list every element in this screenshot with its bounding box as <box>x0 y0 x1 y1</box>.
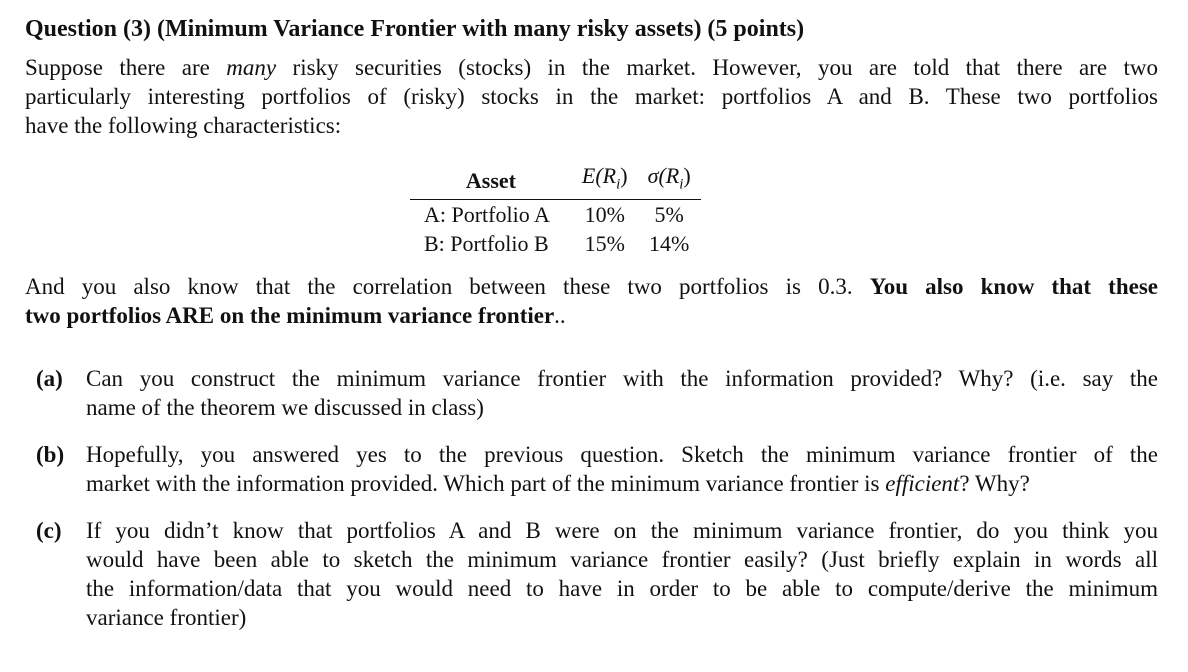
header-subscript: i <box>616 176 621 193</box>
intro-emphasis: many <box>226 55 277 80</box>
part-label: (b) <box>36 442 65 467</box>
part-text: market with the information provided. Which part of the minimum variance frontier is <box>86 471 886 496</box>
header-text: ) <box>683 163 691 188</box>
followup-paragraph <box>25 272 1158 330</box>
header-subscript: i <box>679 176 684 193</box>
header-asset: Asset <box>465 167 516 193</box>
header-text: σ(R <box>647 163 680 188</box>
header-std-dev <box>638 161 701 200</box>
part-a <box>36 364 1158 422</box>
cell-expected-return: 15% <box>584 231 625 257</box>
followup-bold-text: two portfolios ARE on the minimum variance frontier <box>25 303 555 328</box>
cell-asset: A: Portfolio A <box>424 202 550 228</box>
part-line: variance frontier) <box>86 605 247 630</box>
part-line <box>86 469 1158 498</box>
part-label: (a) <box>36 366 63 391</box>
header-expected-return <box>572 161 638 200</box>
part-line: Can you construct the minimum variance frontier with the information provided? Why? (i.e. say the <box>86 366 1158 391</box>
part-emphasis: efficient <box>885 471 960 496</box>
part-label: (c) <box>36 518 62 543</box>
header-text: E(R <box>581 163 617 188</box>
followup-text: And you also know that the correlation between these two portfolios is 0.3. <box>25 274 870 299</box>
cell-asset: B: Portfolio B <box>424 231 549 257</box>
followup-text: .. <box>554 303 566 328</box>
intro-text: Suppose there are <box>25 55 227 80</box>
part-b <box>36 440 1158 498</box>
cell-std-dev: 5% <box>654 202 684 228</box>
intro-line-3: have the following characteristics: <box>25 113 342 138</box>
portfolio-table <box>410 161 701 258</box>
part-line: name of the theorem we discussed in class) <box>86 395 484 420</box>
part-line: Hopefully, you answered yes to the previous question. Sketch the minimum variance frontier of the <box>86 442 1158 467</box>
intro-text: risky securities (stocks) in the market. However, you are told that there are two <box>276 55 1158 80</box>
intro-line-1 <box>25 53 1158 82</box>
part-line: would have been able to sketch the minimum variance frontier easily? (Just briefly explain in words all <box>86 547 1158 572</box>
part-c <box>36 516 1158 632</box>
cell-std-dev: 14% <box>649 231 690 257</box>
followup-line-1 <box>25 272 1158 301</box>
followup-bold-text: You also know that these <box>869 274 1158 299</box>
intro-line-2: particularly interesting portfolios of (risky) stocks in the market: portfolios A and B. These two portfolios <box>25 84 1158 109</box>
cell-expected-return: 10% <box>584 202 625 228</box>
part-line: If you didn’t know that portfolios A and B were on the minimum variance frontier, do you think you <box>86 518 1158 543</box>
intro-paragraph <box>25 53 1158 140</box>
header-text: ) <box>620 163 628 188</box>
question-title: Question (3) (Minimum Variance Frontier with many risky assets) (5 points) <box>25 16 805 42</box>
part-text: ? Why? <box>959 471 1030 496</box>
table-row <box>410 200 701 230</box>
question-parts <box>36 364 1158 650</box>
part-line: the information/data that you would need to have in order to be able to compute/derive the minimum <box>86 576 1158 601</box>
table-row <box>410 229 701 258</box>
followup-line-2 <box>25 301 1158 330</box>
table-header-row <box>410 161 701 200</box>
